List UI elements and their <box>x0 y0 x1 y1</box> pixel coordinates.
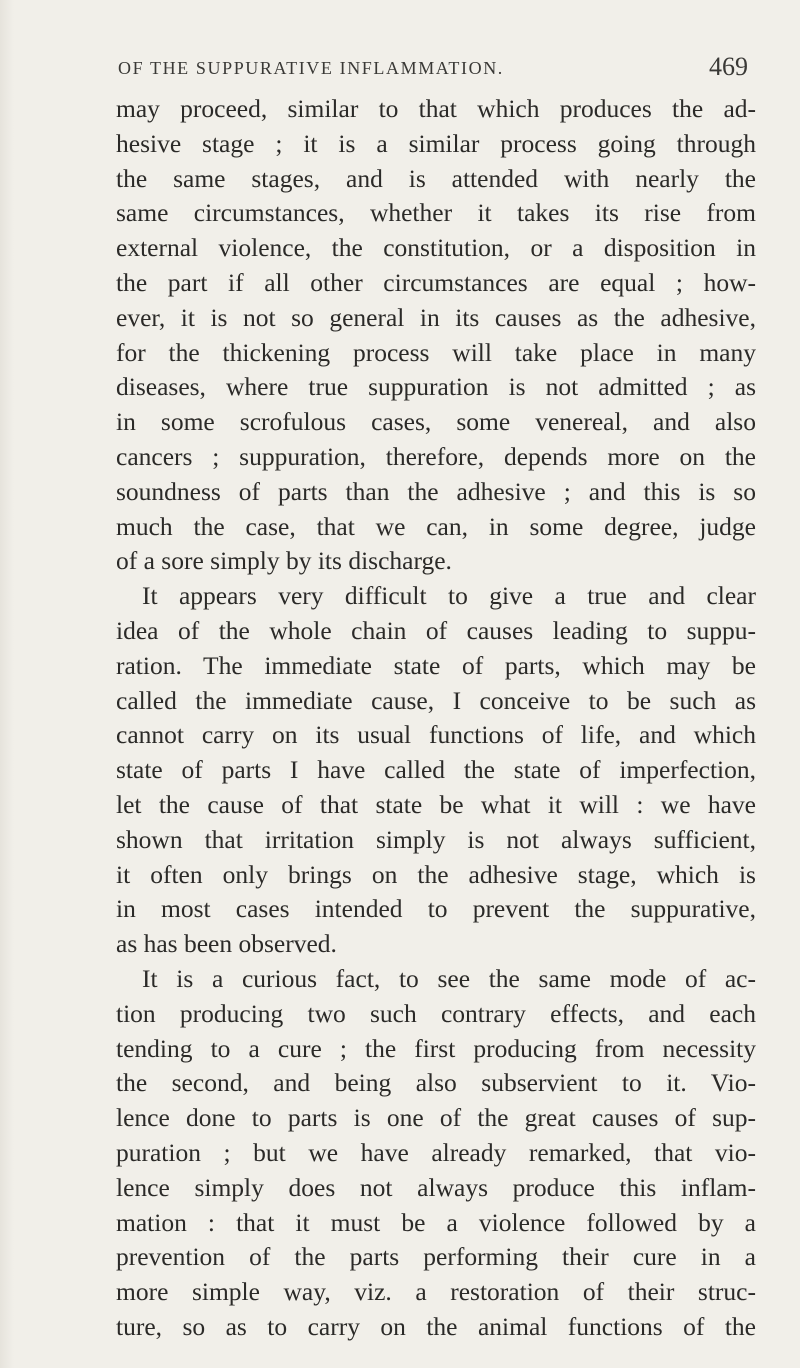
text-line: in most cases intended to prevent the suppurative, <box>116 894 756 924</box>
text-line: in some scrofulous cases, some venereal, and also <box>116 407 756 437</box>
text-line: diseases, where true suppuration is not admitted ; as <box>116 372 756 402</box>
text-line: state of parts I have called the state of imperfection, <box>116 755 756 785</box>
text-line: more simple way, viz. a restoration of their struc- <box>116 1277 756 1307</box>
text-line: may proceed, similar to that which produces the ad- <box>116 94 756 123</box>
running-head <box>118 52 752 88</box>
text-line: prevention of the parts performing their cure in a <box>116 1242 756 1272</box>
text-line: the part if all other circumstances are equal ; how- <box>116 267 756 297</box>
text-line: it often only brings on the adhesive stage, which is <box>116 859 756 889</box>
text-line: tending to a cure ; the first producing from necessity <box>116 1033 756 1063</box>
text-line: of a sore simply by its discharge. <box>116 546 452 576</box>
text-line: the same stages, and is attended with nearly the <box>116 163 756 193</box>
text-line: ture, so as to carry on the animal functions of the <box>116 1311 756 1341</box>
text-line: puration ; but we have already remarked, that vio- <box>116 1137 756 1167</box>
text-line: as has been observed. <box>116 929 337 959</box>
text-line: soundness of parts than the adhesive ; and this is so <box>116 476 756 506</box>
text-line: for the thickening process will take place in many <box>116 337 756 367</box>
text-line: mation : that it must be a violence followed by a <box>116 1207 756 1237</box>
text-line: ever, it is not so general in its causes as the adhesive, <box>116 302 756 332</box>
text-line: cancers ; suppuration, therefore, depends more on the <box>116 441 756 471</box>
text-line: ration. The immediate state of parts, which may be <box>116 650 756 680</box>
text-line: the second, and being also subservient to it. Vio- <box>116 1068 756 1098</box>
text-line: idea of the whole chain of causes leading to suppu- <box>116 615 756 645</box>
text-line: tion producing two such contrary effects, and each <box>116 998 756 1028</box>
page-number: 469 <box>709 52 748 81</box>
text-line: hesive stage ; it is a similar process going through <box>116 128 756 158</box>
text-line: much the case, that we can, in some degree, judge <box>116 511 756 541</box>
text-line: It appears very difficult to give a true and clear <box>142 581 756 611</box>
text-line: same circumstances, whether it takes its rise from <box>116 198 756 228</box>
text-line: cannot carry on its usual functions of life, and which <box>116 720 756 750</box>
text-line: lence done to parts is one of the great causes of sup- <box>116 1103 756 1133</box>
text-line: shown that irritation simply is not always sufficient, <box>116 824 756 854</box>
text-line: lence simply does not always produce this inflam- <box>116 1172 756 1202</box>
text-line: called the immediate cause, I conceive to be such as <box>116 685 756 715</box>
page-edge <box>0 0 14 1368</box>
text-line: external violence, the constitution, or a disposition in <box>116 233 756 263</box>
running-title: OF THE SUPPURATIVE INFLAMMATION. <box>118 58 504 78</box>
text-line: It is a curious fact, to see the same mode of ac- <box>142 963 756 993</box>
body-text <box>116 92 756 1345</box>
text-line: let the cause of that state be what it will : we have <box>116 789 756 819</box>
